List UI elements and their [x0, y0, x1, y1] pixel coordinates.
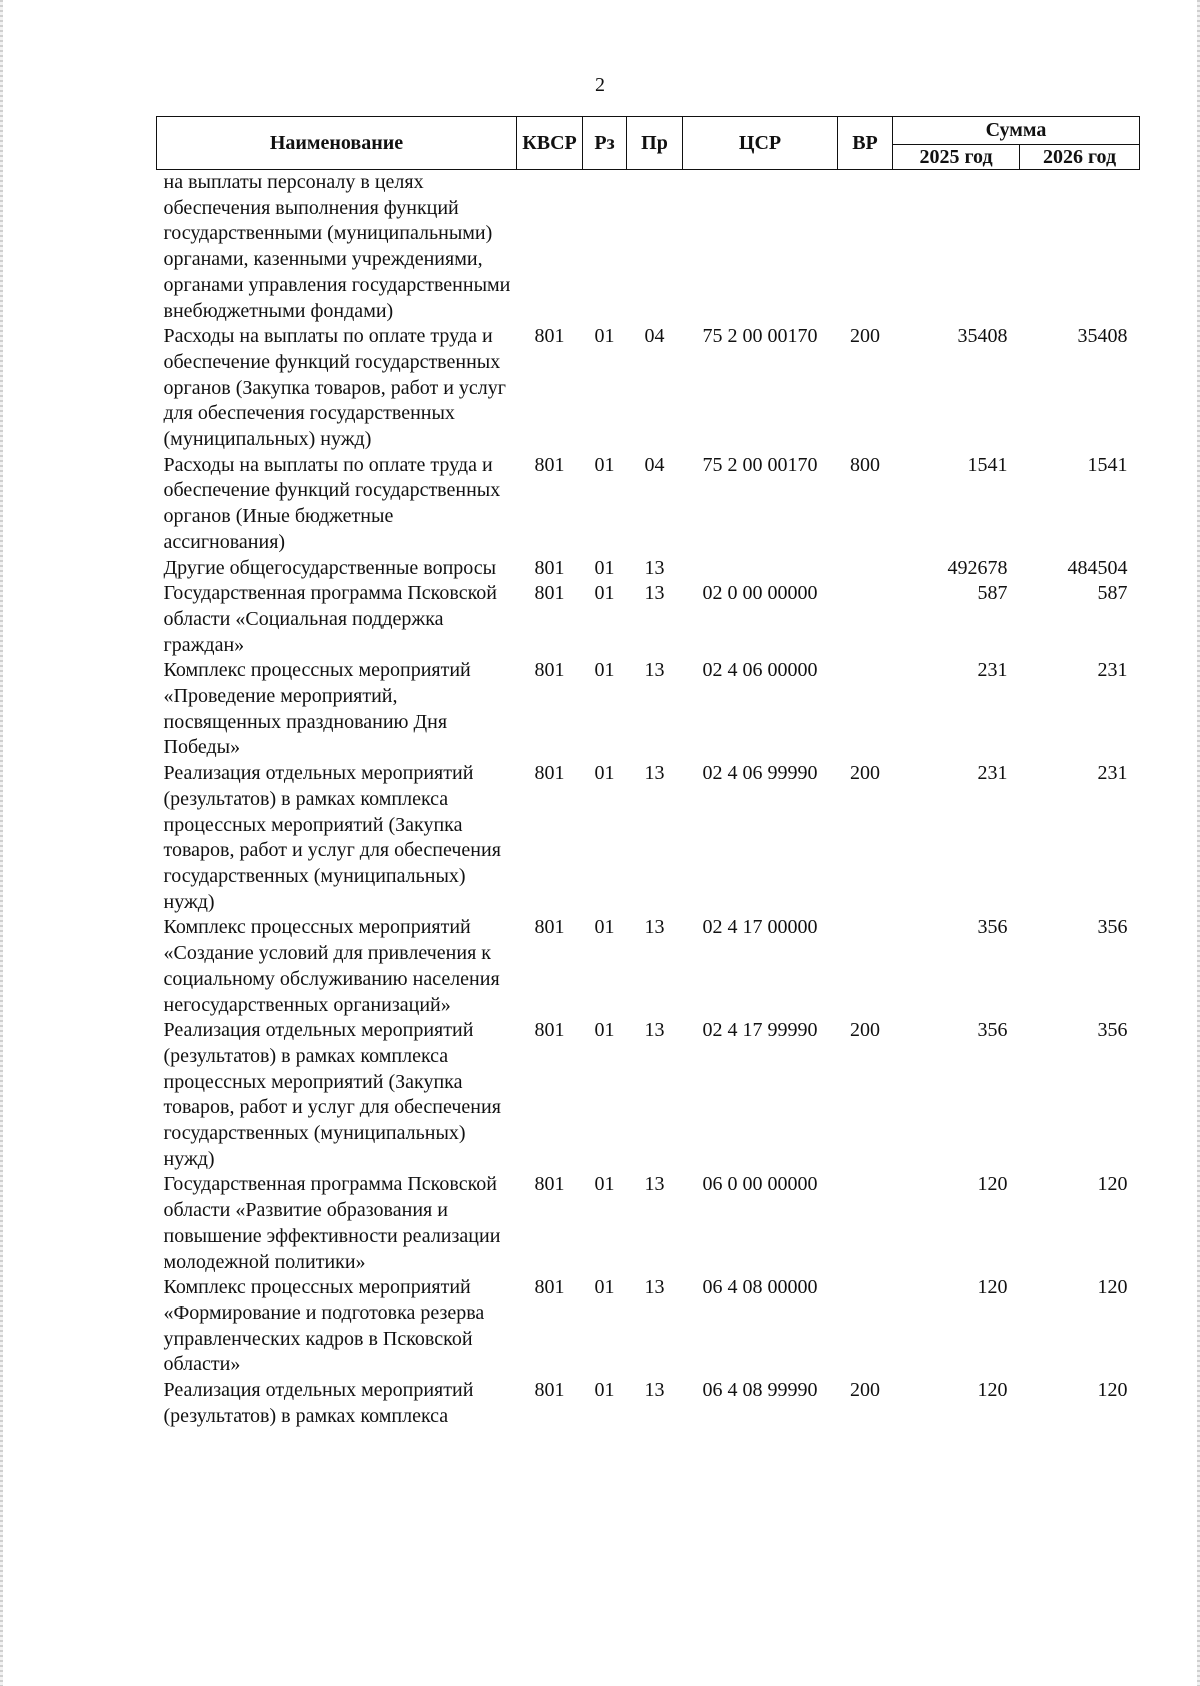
cell-sum-2025: 120 [977, 1276, 1008, 1299]
cell-pr: 13 [644, 1173, 665, 1196]
header-year-2026: 2026 год [1020, 145, 1140, 170]
cell-rz: 01 [594, 1276, 615, 1299]
table-row [157, 658, 1140, 761]
cell-name: Расходы на выплаты по оплате труда и обеспечение функций государственных органов (Иные бюджетные ассигнования) [163, 453, 501, 553]
cell-pr: 13 [644, 556, 665, 579]
cell-pr: 13 [644, 1276, 665, 1299]
cell-name: Комплекс процессных мероприятий «Создание условий для привлечения к социальному обслуживанию населения негосударственных организаций» [163, 916, 500, 1016]
scan-edge-left [0, 0, 3, 1686]
cell-pr: 04 [644, 453, 665, 476]
cell-sum-2025: 356 [977, 916, 1008, 939]
cell-kvsr: 801 [534, 1173, 565, 1196]
cell-pr: 04 [644, 325, 665, 348]
table-row [157, 1172, 1140, 1275]
cell-rz: 01 [594, 556, 615, 579]
cell-name: Комплекс процессных мероприятий «Проведение мероприятий, посвященных празднованию Дня Победы» [163, 659, 471, 759]
cell-csr: 02 4 17 99990 [702, 1019, 818, 1042]
cell-rz: 01 [594, 1173, 615, 1196]
cell-rz: 01 [594, 916, 615, 939]
budget-table-wrap [156, 116, 1139, 1429]
header-year-2025: 2025 год [893, 145, 1020, 170]
cell-kvsr: 801 [534, 582, 565, 605]
cell-vr: 800 [850, 453, 880, 476]
cell-sum-2026: 120 [1097, 1276, 1128, 1299]
header-csr: ЦСР [683, 117, 838, 170]
cell-rz: 01 [594, 453, 615, 476]
cell-rz: 01 [594, 1019, 615, 1042]
cell-pr: 13 [644, 1019, 665, 1042]
cell-sum-2026: 35408 [1077, 325, 1128, 348]
cell-csr: 06 0 00 00000 [702, 1173, 818, 1196]
table-row [157, 1275, 1140, 1378]
cell-kvsr: 801 [534, 916, 565, 939]
cell-sum-2026: 231 [1097, 659, 1128, 682]
budget-table [156, 116, 1140, 1429]
cell-pr [627, 170, 683, 325]
cell-kvsr: 801 [534, 1379, 565, 1402]
cell-csr: 02 0 00 00000 [702, 582, 818, 605]
cell-name: Комплекс процессных мероприятий «Формирование и подготовка резерва управленческих кадров в Псковской области» [163, 1276, 485, 1376]
cell-pr: 13 [644, 582, 665, 605]
cell-pr: 13 [644, 916, 665, 939]
cell-vr [838, 1172, 893, 1275]
cell-kvsr: 801 [534, 453, 565, 476]
cell-rz: 01 [594, 1379, 615, 1402]
cell-vr: 200 [850, 1379, 880, 1402]
cell-sum-2026: 1541 [1087, 453, 1128, 476]
cell-vr [838, 556, 893, 582]
cell-kvsr: 801 [534, 762, 565, 785]
header-rz: Рз [583, 117, 627, 170]
cell-csr: 02 4 06 00000 [702, 659, 818, 682]
table-row [157, 915, 1140, 1018]
cell-vr [838, 1275, 893, 1378]
header-name: Наименование [157, 117, 517, 170]
cell-vr: 200 [850, 325, 880, 348]
header-sum: Сумма [893, 117, 1140, 145]
cell-vr [838, 170, 893, 325]
cell-name: Реализация отдельных мероприятий (результатов) в рамках комплекса процессных мероприятий (Закупка товаров, работ и услуг для обеспечения государственных (муниципальных) нужд) [163, 1019, 501, 1170]
cell-sum-2025: 120 [977, 1173, 1008, 1196]
cell-rz [583, 170, 627, 325]
cell-vr [838, 581, 893, 658]
cell-kvsr [517, 170, 583, 325]
table-row [157, 324, 1140, 453]
table-row [157, 761, 1140, 915]
cell-csr [683, 170, 838, 325]
cell-sum-2025: 356 [977, 1019, 1008, 1042]
cell-sum-2026: 120 [1097, 1173, 1128, 1196]
cell-csr: 06 4 08 99990 [702, 1379, 818, 1402]
cell-csr [683, 556, 838, 582]
cell-sum-2025: 587 [977, 582, 1008, 605]
cell-pr: 13 [644, 659, 665, 682]
table-row [157, 170, 1140, 325]
table-row [157, 453, 1140, 556]
cell-sum-2025: 492678 [947, 556, 1008, 579]
cell-csr: 02 4 06 99990 [702, 762, 818, 785]
cell-kvsr: 801 [534, 659, 565, 682]
cell-sum-2026: 356 [1097, 916, 1128, 939]
cell-vr [838, 915, 893, 1018]
cell-csr: 75 2 00 00170 [702, 453, 818, 476]
table-row [157, 1378, 1140, 1429]
table-row [157, 556, 1140, 582]
cell-sum-2025: 35408 [957, 325, 1008, 348]
cell-pr: 13 [644, 1379, 665, 1402]
cell-sum-2025: 120 [977, 1379, 1008, 1402]
cell-vr [838, 658, 893, 761]
cell-sum-2026: 231 [1097, 762, 1128, 785]
cell-kvsr: 801 [534, 1276, 565, 1299]
cell-sum-2025 [893, 170, 1020, 325]
cell-sum-2026: 484504 [1067, 556, 1128, 579]
cell-name: Государственная программа Псковской области «Развитие образования и повышение эффективности реализации молодежной политики» [163, 1173, 501, 1273]
cell-sum-2025: 1541 [967, 453, 1008, 476]
cell-name: Реализация отдельных мероприятий (результатов) в рамках комплекса [163, 1379, 474, 1427]
cell-sum-2025: 231 [977, 659, 1008, 682]
cell-pr: 13 [644, 762, 665, 785]
cell-sum-2025: 231 [977, 762, 1008, 785]
cell-sum-2026: 587 [1097, 582, 1128, 605]
cell-sum-2026: 356 [1097, 1019, 1128, 1042]
cell-name: на выплаты персоналу в целях обеспечения выполнения функций государственными (муниципальными) органами, казенными учреждениями, органами управления государственными внебюджетными фондами) [163, 171, 511, 322]
cell-name: Другие общегосударственные вопросы [163, 556, 497, 579]
header-vr: ВР [838, 117, 893, 170]
cell-vr: 200 [850, 1019, 880, 1042]
cell-rz: 01 [594, 762, 615, 785]
cell-sum-2026 [1020, 170, 1140, 325]
cell-csr: 02 4 17 00000 [702, 916, 818, 939]
cell-kvsr: 801 [534, 556, 565, 579]
cell-name: Государственная программа Псковской области «Социальная поддержка граждан» [163, 582, 497, 656]
table-body [157, 170, 1140, 1430]
cell-vr: 200 [850, 762, 880, 785]
header-kvsr: КВСР [517, 117, 583, 170]
cell-rz: 01 [594, 659, 615, 682]
header-pr: Пр [627, 117, 683, 170]
cell-kvsr: 801 [534, 325, 565, 348]
table-row [157, 581, 1140, 658]
cell-name: Расходы на выплаты по оплате труда и обеспечение функций государственных органов (Закупка товаров, работ и услуг для обеспечения государственных (муниципальных) нужд) [163, 325, 506, 451]
cell-sum-2026: 120 [1097, 1379, 1128, 1402]
cell-csr: 06 4 08 00000 [702, 1276, 818, 1299]
cell-csr: 75 2 00 00170 [702, 325, 818, 348]
cell-rz: 01 [594, 582, 615, 605]
cell-kvsr: 801 [534, 1019, 565, 1042]
cell-name: Реализация отдельных мероприятий (результатов) в рамках комплекса процессных мероприятий (Закупка товаров, работ и услуг для обеспечения государственных (муниципальных) нужд) [163, 762, 501, 913]
table-header [157, 117, 1140, 170]
table-row [157, 1018, 1140, 1172]
cell-rz: 01 [594, 325, 615, 348]
page-number: 2 [595, 74, 605, 96]
